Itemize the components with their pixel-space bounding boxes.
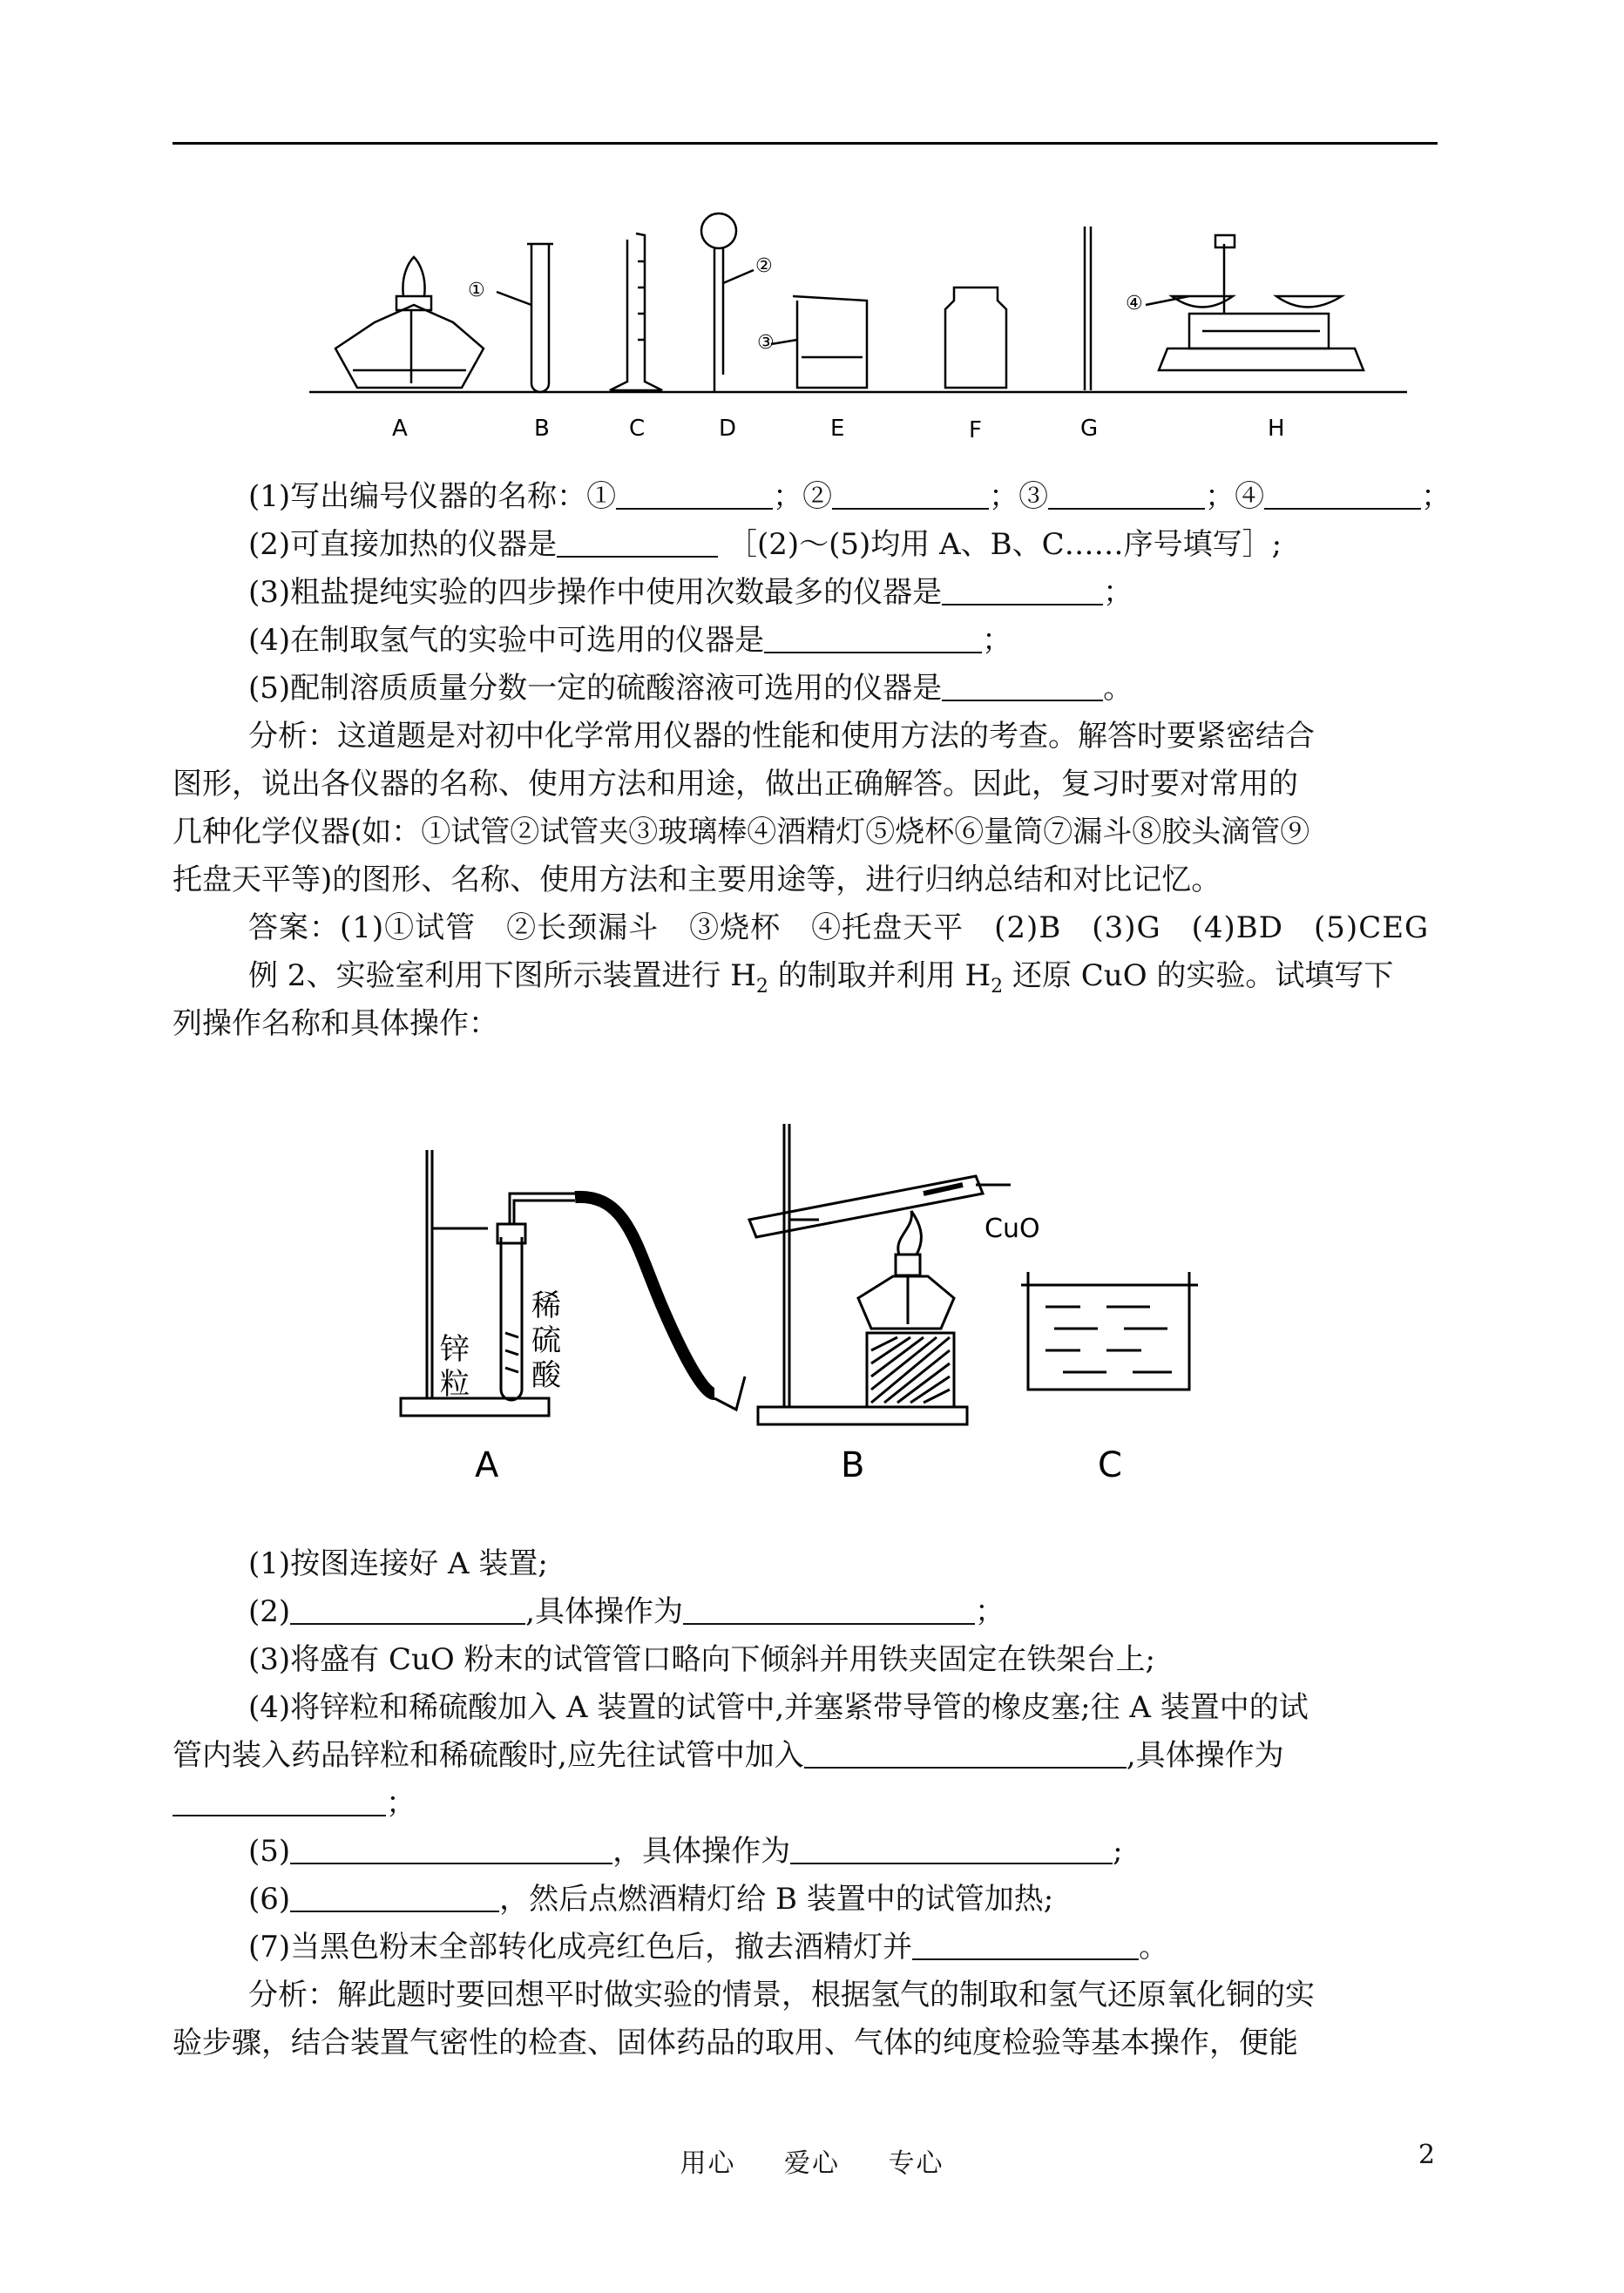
- fig1-label-g: G: [1080, 416, 1099, 442]
- blank[interactable]: [912, 1932, 1139, 1960]
- step4-line2: 管内装入药品锌粒和稀硫酸时,应先往试管中加入 ,具体操作为: [173, 1738, 1284, 1773]
- footer-item: 专心: [888, 2148, 944, 2179]
- fig2-label-c: C: [1098, 1445, 1122, 1485]
- blank[interactable]: [290, 1884, 499, 1912]
- q1-line4: (4)在制取氢气的实验中可选用的仪器是 ；: [248, 623, 1012, 658]
- blank[interactable]: [832, 482, 989, 510]
- analysis2-line1: 分析：解此题时要回想平时做实验的情景，根据氢气的制取和氢气还原氧化铜的实: [248, 1978, 1315, 2012]
- answer-line: 答案：(1)①试管 ②长颈漏斗 ③烧杯 ④托盘天平 (2)B (3)G (4)BD (5)CEG: [248, 910, 1430, 945]
- blank[interactable]: [557, 530, 718, 558]
- apparatus-figure: [383, 1098, 1263, 1498]
- analysis2-line2: 验步骤，结合装置气密性的检查、固体药品的取用、气体的纯度检验等基本操作，便能: [173, 2026, 1298, 2060]
- svg-text:④: ④: [1126, 293, 1143, 315]
- blank[interactable]: [804, 1741, 1127, 1769]
- step2: (2) ,具体操作为 ；: [248, 1594, 1005, 1629]
- analysis1-line4: 托盘天平等)的图形、名称、使用方法和主要用途等，进行归纳总结和对比记忆。: [173, 862, 1221, 897]
- analysis1-line2: 图形，说出各仪器的名称、使用方法和用途，做出正确解答。因此，复习时要对常用的: [173, 767, 1298, 802]
- blank[interactable]: [942, 578, 1103, 605]
- fig2-label-a: A: [475, 1445, 499, 1485]
- step3: (3)将盛有 CuO 粉末的试管管口略向下倾斜并用铁夹固定在铁架台上;: [248, 1642, 1156, 1677]
- blank[interactable]: [942, 673, 1103, 701]
- acid-label-3: 酸: [531, 1358, 561, 1393]
- zinc-label-1: 锌: [440, 1332, 470, 1367]
- acid-label-2: 硫: [531, 1323, 561, 1358]
- step6: (6) ，然后点燃酒精灯给 B 装置中的试管加热;: [248, 1882, 1054, 1917]
- acid-label-1: 稀: [531, 1289, 561, 1323]
- instruments-figure: [309, 209, 1407, 453]
- fig2-label-b: B: [841, 1445, 865, 1485]
- step1: (1)按图连接好 A 装置;: [248, 1546, 548, 1581]
- footer-item: 爱心: [784, 2148, 840, 2179]
- q1-line5: (5)配制溶质质量分数一定的硫酸溶液可选用的仪器是 。: [248, 671, 1133, 706]
- step4-line1: (4)将锌粒和稀硫酸加入 A 装置的试管中,并塞紧带导管的橡皮塞;往 A 装置中的试: [248, 1690, 1309, 1725]
- fig1-label-d: D: [719, 416, 737, 442]
- cuo-label: CuO: [985, 1214, 1040, 1244]
- example2-intro-line1: 例 2、实验室利用下图所示装置进行 $H_2$ 的制取并利用 $H_2$ 还原 CuO 的实验。试填写下: [248, 958, 1394, 998]
- svg-text:③: ③: [757, 332, 775, 354]
- fig1-label-h: H: [1268, 416, 1285, 442]
- fig1-label-f: F: [969, 417, 982, 443]
- blank[interactable]: [764, 626, 982, 653]
- page-number: 2: [1418, 2140, 1436, 2170]
- footer-item: 用心: [680, 2148, 736, 2179]
- fig1-label-c: C: [629, 416, 646, 442]
- zinc-label-2: 粒: [440, 1367, 470, 1402]
- blank[interactable]: [616, 482, 773, 510]
- fig1-label-b: B: [534, 416, 550, 442]
- example2-intro-line2: 列操作名称和具体操作：: [173, 1006, 498, 1041]
- footer-motto: [0, 2141, 1624, 2180]
- svg-text:①: ①: [468, 280, 485, 301]
- fig1-label-e: E: [830, 416, 845, 442]
- blank[interactable]: [290, 1836, 612, 1864]
- q1-line2: (2)可直接加热的仪器是 ［(2)～(5)均用 A、B、C……序号填写］;: [248, 527, 1282, 562]
- fig1-label-a: A: [392, 416, 408, 442]
- step5: (5) ，具体操作为 ;: [248, 1834, 1123, 1869]
- blank[interactable]: [1048, 482, 1205, 510]
- q1-line3: (3)粗盐提纯实验的四步操作中使用次数最多的仪器是 ；: [248, 575, 1133, 610]
- analysis1-line3: 几种化学仪器(如：①试管②试管夹③玻璃棒④酒精灯⑤烧杯⑥量筒⑦漏斗⑧胶头滴管⑨: [173, 815, 1310, 849]
- svg-text:②: ②: [755, 255, 773, 277]
- analysis1-line1: 分析：这道题是对初中化学常用仪器的性能和使用方法的考查。解答时要紧密结合: [248, 719, 1315, 754]
- blank[interactable]: [683, 1597, 975, 1625]
- blank[interactable]: [790, 1836, 1113, 1864]
- blank[interactable]: [1264, 482, 1421, 510]
- q1-line1: (1)写出编号仪器的名称：① ；② ；③ ；④ ；: [248, 479, 1451, 514]
- blank[interactable]: [290, 1597, 525, 1625]
- step4-line3: ；: [173, 1784, 416, 1823]
- step7: (7)当黑色粉末全部转化成亮红色后，撤去酒精灯并 。: [248, 1930, 1169, 1965]
- blank[interactable]: [173, 1789, 386, 1816]
- header-rule: [173, 142, 1438, 145]
